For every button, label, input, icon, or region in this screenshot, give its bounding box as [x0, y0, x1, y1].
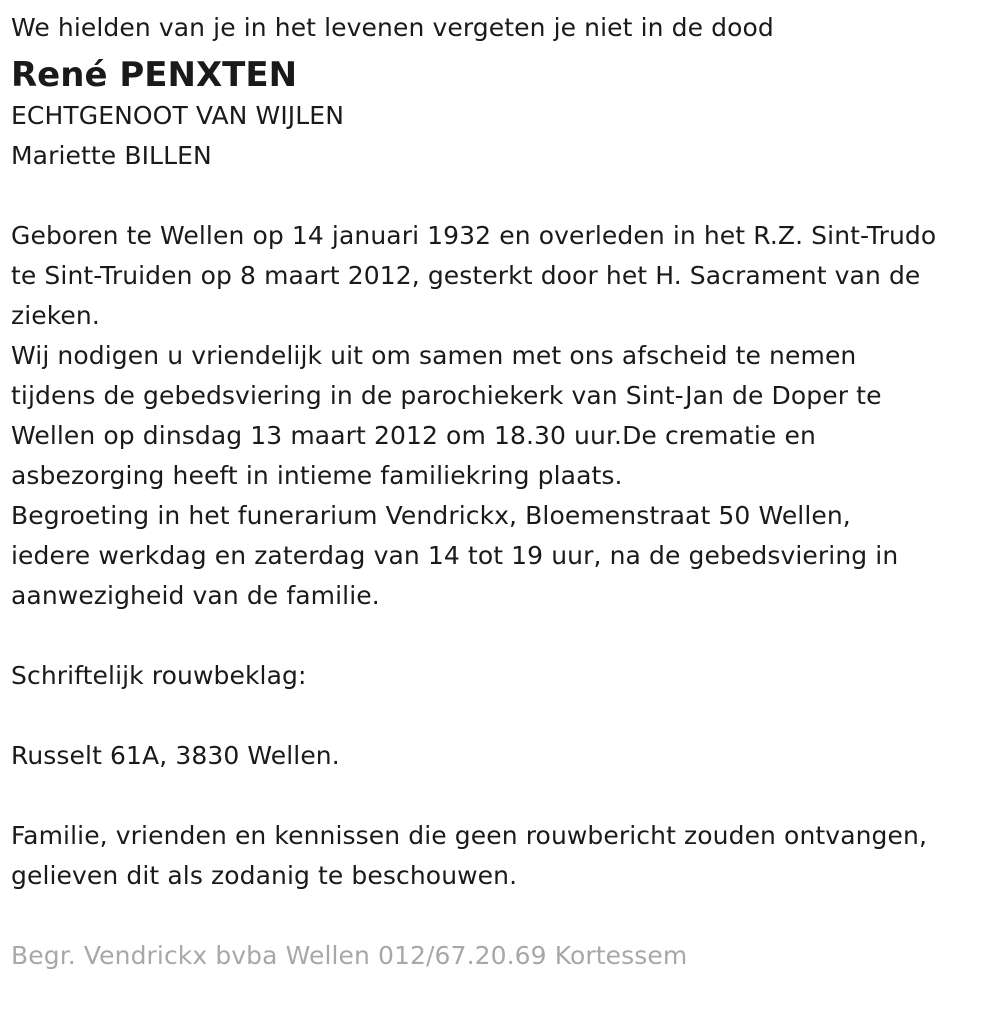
spacer [11, 896, 1000, 936]
spacer [11, 176, 1000, 216]
deceased-name: René PENXTEN [11, 55, 298, 95]
body-line: Begroeting in het funerarium Vendrickx, Bloemenstraat 50 Wellen, [11, 501, 851, 530]
body-line: asbezorging heeft in intieme familiekring plaats. [11, 461, 623, 490]
body-line: aanwezigheid van de familie. [11, 581, 380, 610]
body-line: iedere werkdag en zaterdag van 14 tot 19 uur, na de gebedsviering in [11, 541, 899, 570]
notice-body [11, 216, 1000, 616]
funeral-director-footer: Begr. Vendrickx bvba Wellen 012/67.20.69 Kortessem [11, 941, 688, 970]
condolence-address: Russelt 61A, 3830 Wellen. [11, 741, 340, 770]
body-line: tijdens de gebedsviering in de parochiekerk van Sint-Jan de Doper te [11, 381, 882, 410]
spacer [11, 776, 1000, 816]
body-line: Wij nodigen u vriendelijk uit om samen met ons afscheid te nemen [11, 341, 857, 370]
motto-text: We hielden van je in het levenen vergeten je niet in de dood [11, 13, 774, 42]
relation-text: ECHTGENOOT VAN WIJLEN [11, 101, 345, 130]
closing-line: Familie, vrienden en kennissen die geen rouwbericht zouden ontvangen, [11, 821, 927, 850]
spacer [11, 696, 1000, 736]
body-line: zieken. [11, 301, 100, 330]
spacer [11, 616, 1000, 656]
spouse-name: Mariette BILLEN [11, 141, 212, 170]
body-line: te Sint-Truiden op 8 maart 2012, gesterkt door het H. Sacrament van de [11, 261, 921, 290]
body-line: Wellen op dinsdag 13 maart 2012 om 18.30 uur.De crematie en [11, 421, 816, 450]
condolence-label: Schriftelijk rouwbeklag: [11, 661, 307, 690]
body-line: Geboren te Wellen op 14 januari 1932 en overleden in het R.Z. Sint-Trudo [11, 221, 937, 250]
closing-line: gelieven dit als zodanig te beschouwen. [11, 861, 518, 890]
